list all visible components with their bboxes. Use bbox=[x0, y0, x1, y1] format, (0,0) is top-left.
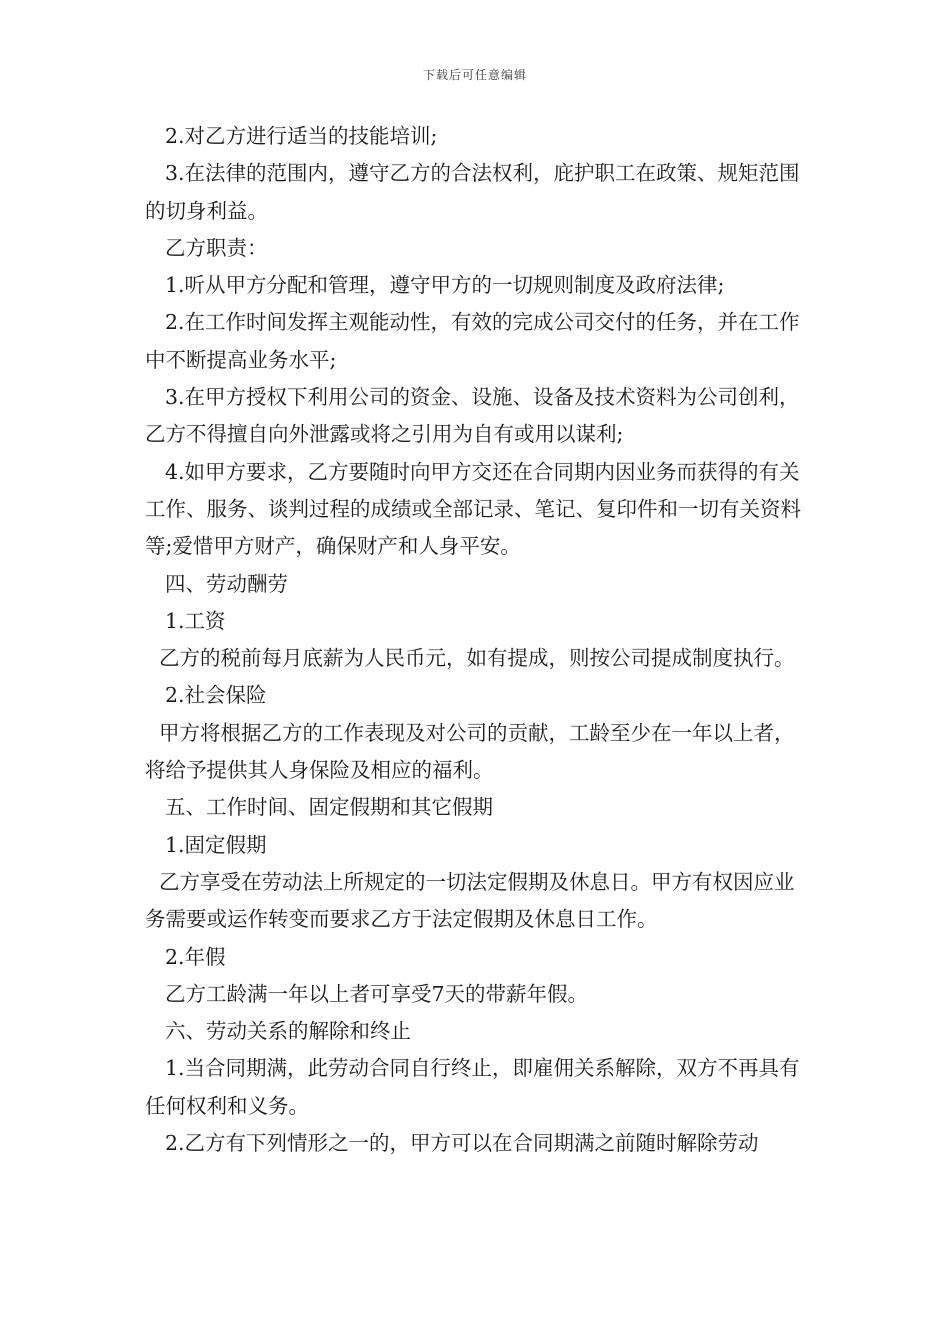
paragraph: 2.乙方有下列情形之一的，甲方可以在合同期满之前随时解除劳动 bbox=[165, 1131, 759, 1156]
paragraph: 4.如甲方要求，乙方要随时向甲方交还在合同期内因业务而获得的有关工作、服务、谈判过程的成绩或全部记录、笔记、复印件和一切有关资料等;爱惜甲方财产，确保财产和人身平安。 bbox=[145, 459, 801, 559]
section-heading: 五、工作时间、固定假期和其它假期 bbox=[165, 795, 493, 820]
subsection-heading: 1.固定假期 bbox=[165, 832, 267, 857]
subsection-heading: 1.工资 bbox=[165, 608, 226, 633]
paragraph: 3.在甲方授权下利用公司的资金、设施、设备及技术资料为公司创利，乙方不得擅自向外泄露或将之引用为自有或用以谋利; bbox=[145, 385, 800, 447]
paragraph: 2.在工作时间发挥主观能动性，有效的完成公司交付的任务，并在工作中不断提高业务水平; bbox=[145, 310, 800, 372]
paragraph: 乙方的税前每月底薪为人民币元，如有提成，则按公司提成制度执行。 bbox=[159, 646, 795, 671]
page-header: 下载后可任意编辑 bbox=[422, 68, 527, 82]
paragraph: 甲方将根据乙方的工作表现及对公司的贡献，工龄至少在一年以上者，将给予提供其人身保险及相应的福利。 bbox=[145, 720, 795, 783]
paragraph: 1.听从甲方分配和管理，遵守甲方的一切规则制度及政府法律; bbox=[165, 273, 725, 298]
paragraph: 3.在法律的范围内，遵守乙方的合法权利，庇护职工在政策、规矩范围的切身利益。 bbox=[145, 161, 800, 223]
section-heading: 六、劳动关系的解除和终止 bbox=[165, 1019, 411, 1044]
section-heading: 四、劳动酬劳 bbox=[165, 571, 288, 596]
subsection-heading: 2.年假 bbox=[165, 944, 226, 969]
paragraph: 2.对乙方进行适当的技能培训; bbox=[165, 124, 438, 148]
paragraph: 1.当合同期满，此劳动合同自行终止，即雇佣关系解除，双方不再具有任何权利和义务。 bbox=[145, 1056, 800, 1118]
paragraph: 乙方工龄满一年以上者可享受7天的带薪年假。 bbox=[165, 981, 589, 1006]
paragraph: 乙方享受在劳动法上所规定的一切法定假期及休息日。甲方有权因应业务需要或运作转变而要求乙方于法定假期及休息日工作。 bbox=[145, 869, 795, 932]
section-heading: 乙方职责： bbox=[165, 235, 268, 260]
subsection-heading: 2.社会保险 bbox=[165, 683, 267, 708]
document-body bbox=[145, 118, 810, 1162]
